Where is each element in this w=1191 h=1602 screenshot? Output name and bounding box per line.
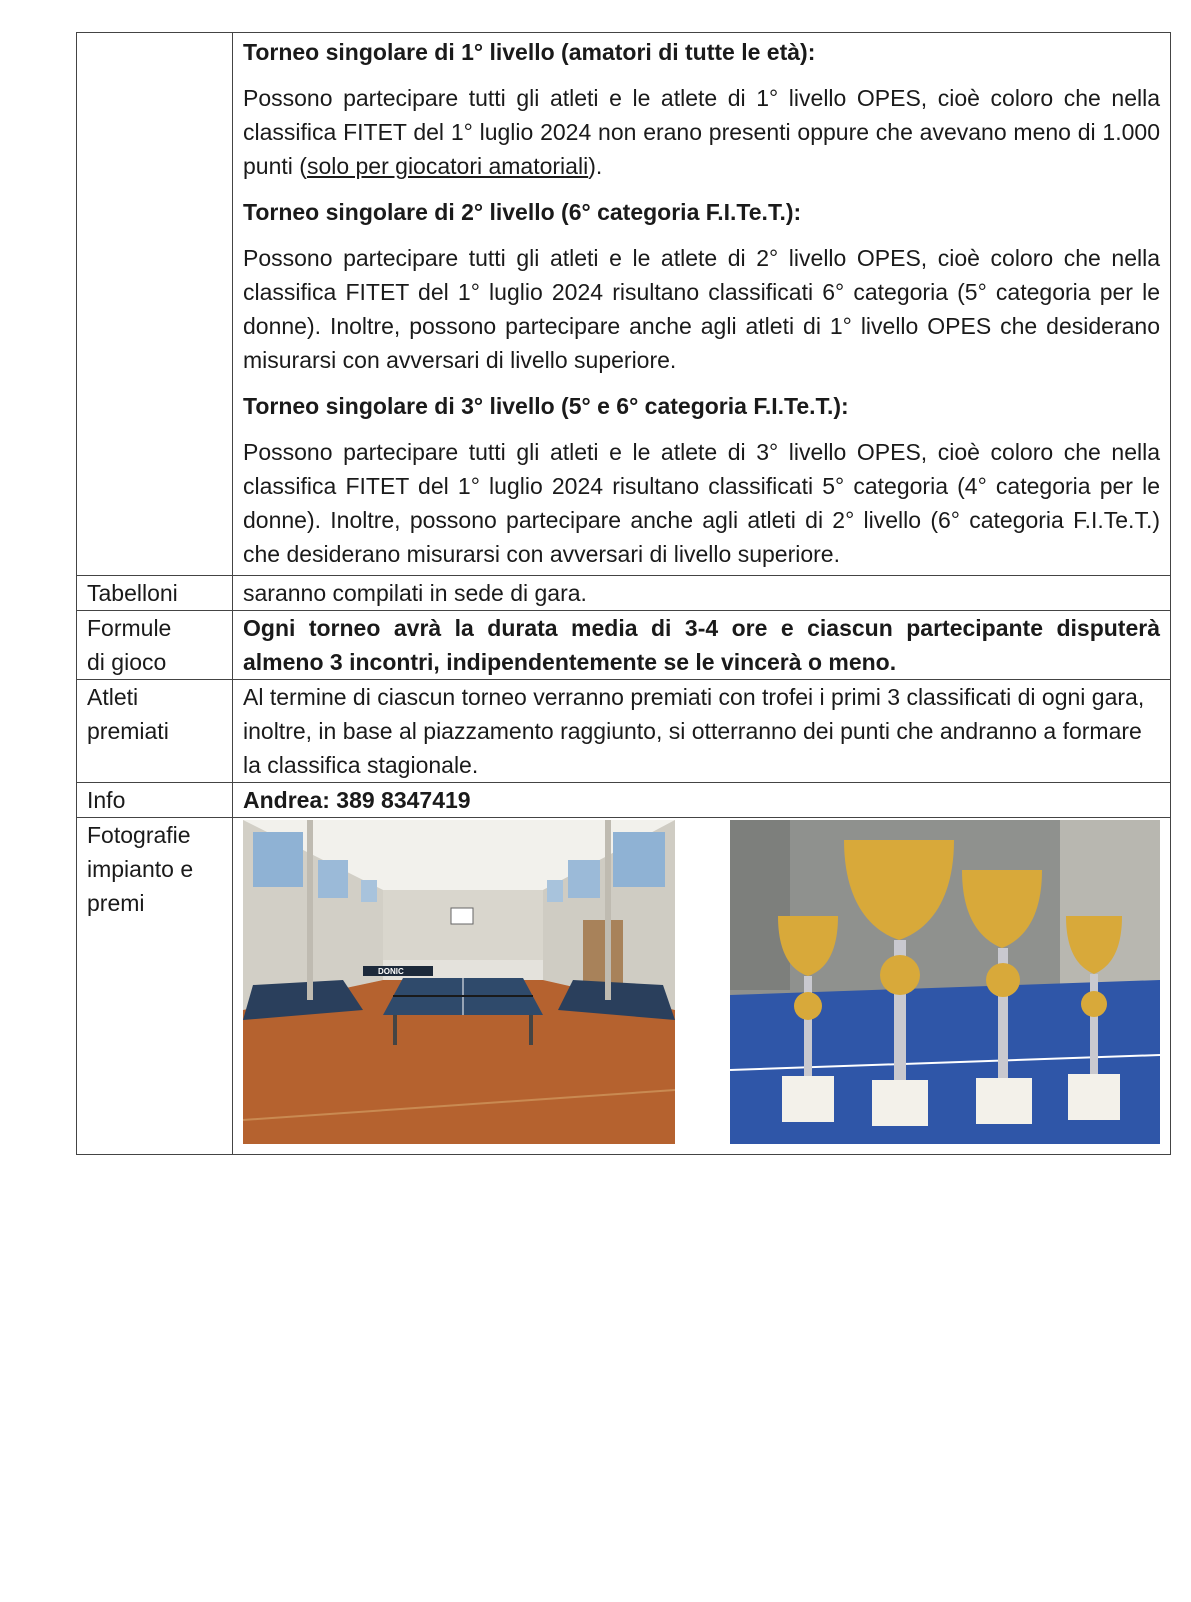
tabelloni-label: Tabelloni	[77, 576, 233, 611]
table-row-levels	[77, 33, 1171, 576]
level1-text-part2: ).	[588, 153, 603, 179]
foto-label-line2: impianto e	[87, 856, 194, 882]
empty-label-cell	[77, 33, 233, 576]
level1-text	[243, 81, 1160, 183]
level2-heading: Torneo singolare di 2° livello (6° categoria F.I.Te.T.):	[243, 199, 802, 225]
foto-label	[77, 818, 233, 1155]
table-row-info	[77, 783, 1171, 818]
level1-heading: Torneo singolare di 1° livello (amatori di tutte le età):	[243, 39, 816, 65]
info-value: Andrea: 389 8347419	[233, 783, 1171, 818]
atleti-label-line2: premiati	[87, 718, 169, 744]
foto-label-line3: premi	[87, 890, 145, 916]
levels-cell	[233, 33, 1171, 576]
foto-cell	[233, 818, 1171, 1155]
table-row-atleti	[77, 680, 1171, 783]
trophies-photo	[730, 820, 1160, 1144]
atleti-label	[77, 680, 233, 783]
banner-text: DONIC	[378, 967, 404, 976]
photo-row	[243, 818, 1160, 1154]
regulation-table	[76, 32, 1171, 1155]
table-row-formule	[77, 611, 1171, 680]
level1-text-part1: Possono partecipare tutti gli atleti e le atlete di 1° livello OPES, cioè coloro che nella classifica FITET del 1° luglio 2024 non erano presenti oppure che avevano meno di 1.000 punti (	[243, 85, 1160, 179]
foto-label-line1: Fotografie	[87, 822, 191, 848]
gym-photo-image	[243, 820, 675, 1144]
level2-text: Possono partecipare tutti gli atleti e le atlete di 2° livello OPES, cioè coloro che nella classifica FITET del 1° luglio 2024 risultano classificati 6° categoria (5° categoria per le donne). Inoltre, possono partecipare anche agli atleti di 1° livello OPES che desiderano misurarsi con avversari di livello superiore.	[243, 245, 1160, 373]
tabelloni-value: saranno compilati in sede di gara.	[233, 576, 1171, 611]
trophies-photo-image	[730, 820, 1160, 1144]
level3-heading: Torneo singolare di 3° livello (5° e 6° categoria F.I.Te.T.):	[243, 393, 849, 419]
table-row-foto	[77, 818, 1171, 1155]
level1-text-underlined: solo per giocatori amatoriali	[306, 153, 589, 179]
formule-label-line1: Formule	[87, 615, 172, 641]
formule-value: Ogni torneo avrà la durata media di 3-4 ore e ciascun partecipante disputerà almeno 3 incontri, indipendentemente se le vincerà o meno.	[233, 611, 1171, 680]
gym-photo	[243, 820, 675, 1144]
atleti-value: Al termine di ciascun torneo verranno premiati con trofei i primi 3 classificati di ogni gara, inoltre, in base al piazzamento raggiunto, si otterranno dei punti che andranno a formare la classifica stagionale.	[233, 680, 1171, 783]
info-label: Info	[77, 783, 233, 818]
formule-label	[77, 611, 233, 680]
level3-text: Possono partecipare tutti gli atleti e le atlete di 3° livello OPES, cioè coloro che nella classifica FITET del 1° luglio 2024 risultano classificati 5° categoria (4° categoria per le donne). Inoltre, possono partecipare anche agli atleti di 2° livello (6° categoria F.I.Te.T.) che desiderano misurarsi con avversari di livello superiore.	[243, 439, 1160, 567]
table-row-tabelloni	[77, 576, 1171, 611]
atleti-label-line1: Atleti	[87, 684, 139, 710]
formule-label-line2: di gioco	[87, 649, 167, 675]
